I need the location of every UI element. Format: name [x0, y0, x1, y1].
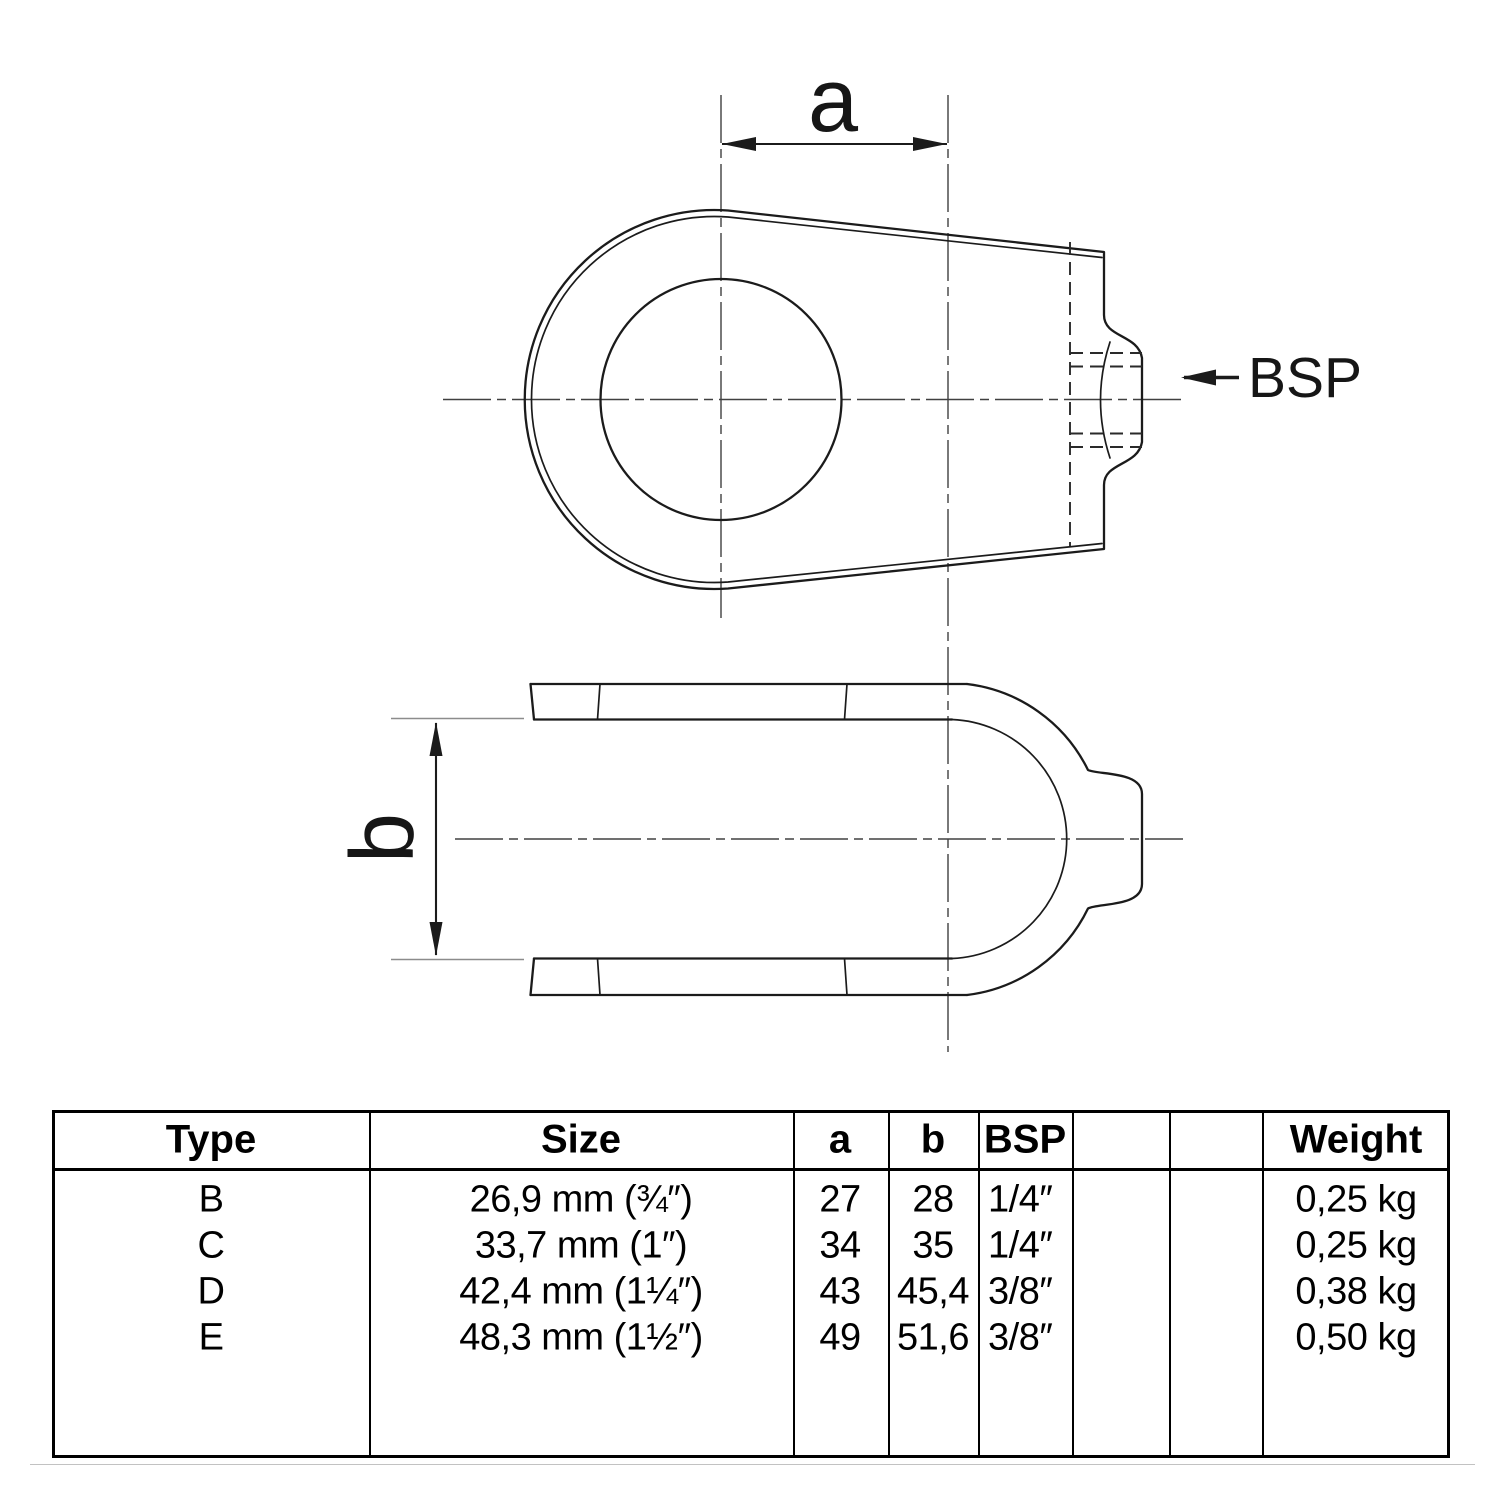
column-divider — [978, 1113, 980, 1455]
header-divider — [55, 1168, 1447, 1171]
row-type: E — [198, 1316, 224, 1359]
row-weight: 0,25 kg — [1295, 1224, 1417, 1267]
bsp-label: BSP — [1248, 346, 1363, 410]
row-b: 45,4 — [897, 1270, 969, 1313]
bottom-clamp-bar — [531, 959, 968, 996]
bsp-arrowhead-icon — [1181, 370, 1216, 386]
spec-table — [52, 1110, 1450, 1458]
scan-shadow-line — [30, 1464, 1475, 1465]
row-type: D — [197, 1270, 225, 1313]
column-divider — [888, 1113, 890, 1455]
arrowhead-up-icon — [430, 722, 443, 756]
row-bsp: 1/4″ — [988, 1178, 1053, 1221]
row-a: 34 — [819, 1224, 861, 1267]
dimension-a-label: a — [807, 51, 859, 151]
row-size: 42,4 mm (1¼″) — [459, 1270, 703, 1313]
header-a: a — [828, 1117, 852, 1162]
row-size: 48,3 mm (1½″) — [459, 1316, 703, 1359]
header-weight: Weight — [1289, 1117, 1423, 1162]
row-type: C — [197, 1224, 225, 1267]
row-size: 33,7 mm (1″) — [474, 1224, 688, 1267]
row-weight: 0,50 kg — [1295, 1316, 1417, 1359]
header-type: Type — [165, 1117, 257, 1162]
row-a: 43 — [819, 1270, 861, 1313]
row-b: 28 — [912, 1178, 954, 1221]
dimension-b-label: b — [333, 812, 433, 864]
column-divider — [1072, 1113, 1074, 1455]
row-a: 49 — [819, 1316, 861, 1359]
header-b: b — [920, 1117, 946, 1162]
arrowhead-down-icon — [430, 922, 443, 956]
column-divider — [793, 1113, 795, 1455]
top-clamp-bar — [531, 684, 968, 720]
row-bsp: 3/8″ — [988, 1270, 1053, 1313]
row-weight: 0,38 kg — [1295, 1270, 1417, 1313]
arrowhead-left-icon — [722, 137, 756, 151]
row-type: B — [198, 1178, 224, 1221]
row-a: 27 — [819, 1178, 861, 1221]
arrowhead-right-icon — [913, 137, 947, 151]
row-b: 51,6 — [897, 1316, 969, 1359]
bsp-callout — [1181, 346, 1362, 410]
column-divider — [1262, 1113, 1264, 1455]
dimension-a — [722, 51, 947, 151]
header-bsp: BSP — [983, 1117, 1067, 1162]
row-bsp: 3/8″ — [988, 1316, 1053, 1359]
header-size: Size — [540, 1117, 622, 1162]
column-divider — [1169, 1113, 1171, 1455]
row-bsp: 1/4″ — [988, 1224, 1053, 1267]
row-b: 35 — [912, 1224, 954, 1267]
row-weight: 0,25 kg — [1295, 1178, 1417, 1221]
column-divider — [369, 1113, 371, 1455]
row-size: 26,9 mm (¾″) — [469, 1178, 693, 1221]
